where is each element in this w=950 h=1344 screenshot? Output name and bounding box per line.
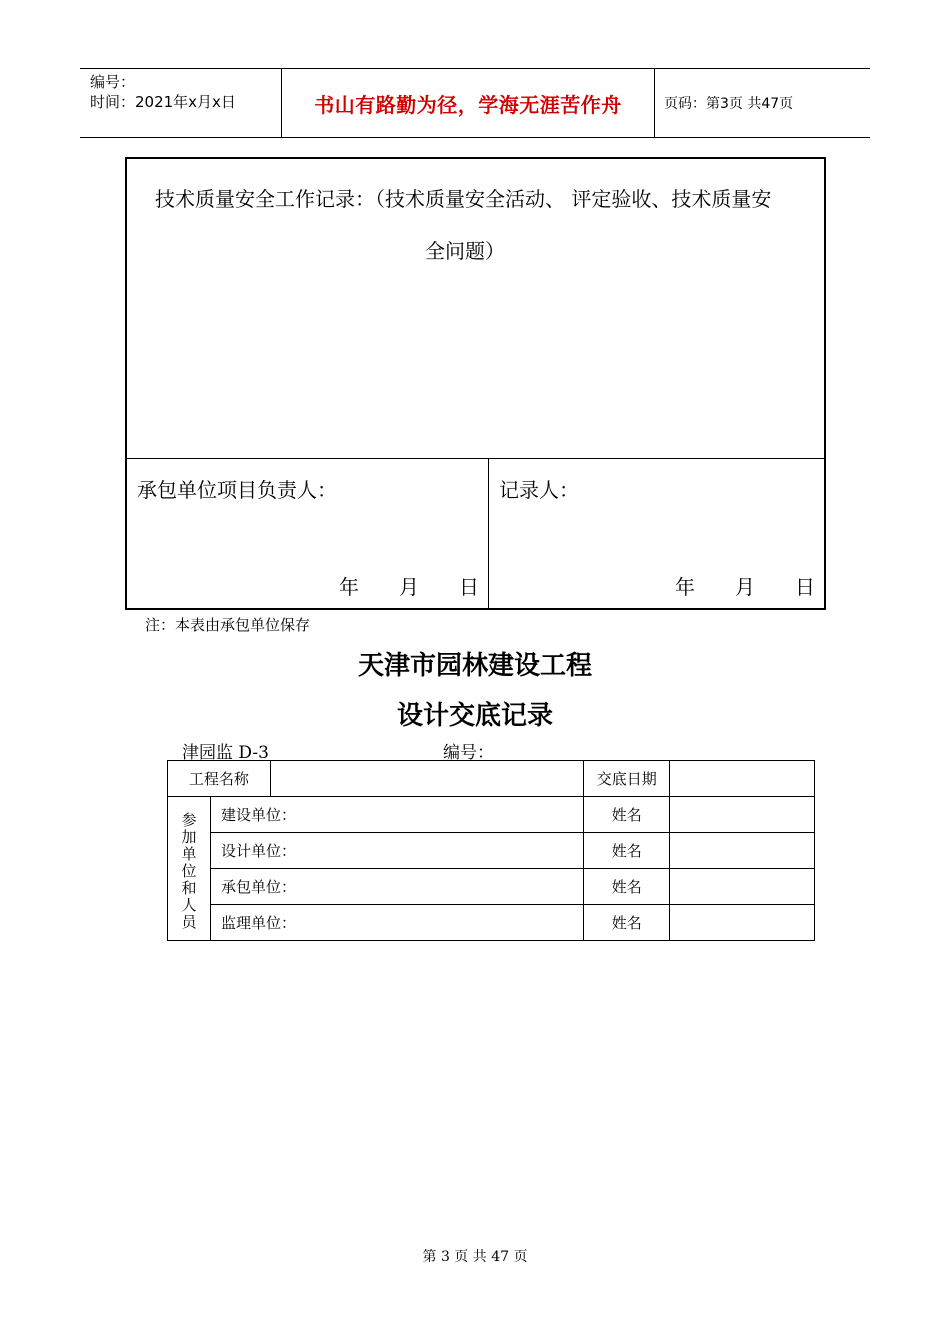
header-meta — [90, 72, 236, 112]
design-disclosure-table — [167, 760, 815, 941]
header-divider — [654, 69, 655, 137]
project-name-value[interactable] — [270, 761, 584, 797]
year-label: 年 — [675, 575, 695, 599]
document-time: 时间：2021年x月x日 — [90, 93, 236, 111]
name-label: 姓名 — [584, 905, 670, 941]
construction-unit-label: 建设单位： — [210, 797, 583, 833]
table-row — [168, 905, 815, 941]
name-value[interactable] — [670, 869, 815, 905]
table-row — [168, 833, 815, 869]
supervision-unit-label: 监理单位： — [210, 905, 583, 941]
disclosure-date-label: 交底日期 — [584, 761, 670, 797]
design-unit-label: 设计单位： — [210, 833, 583, 869]
document-number-label: 编号： — [90, 73, 136, 91]
year-label: 年 — [339, 575, 359, 599]
record-title — [155, 173, 815, 277]
month-label: 月 — [399, 575, 419, 599]
form-code: 津园监 D-3 — [182, 743, 269, 763]
day-label: 日 — [459, 575, 479, 599]
name-label: 姓名 — [584, 869, 670, 905]
name-value[interactable] — [670, 797, 815, 833]
contractor-unit-label: 承包单位： — [210, 869, 583, 905]
name-value[interactable] — [670, 833, 815, 869]
table-row — [168, 761, 815, 797]
page-footer: 第 3 页 共 47 页 — [422, 1249, 528, 1265]
header-page-info: 页码：第3页 共47页 — [664, 96, 794, 112]
disclosure-date-value[interactable] — [670, 761, 815, 797]
contractor-sign-date — [339, 571, 479, 600]
form-title-sub: 设计交底记录 — [396, 701, 553, 731]
record-title-line1: 技术质量安全工作记录：（技术质量安全活动、 评定验收、技术质量安 — [155, 187, 772, 211]
name-label: 姓名 — [584, 797, 670, 833]
month-label: 月 — [735, 575, 755, 599]
signature-divider — [488, 458, 489, 608]
form-number-label: 编号： — [443, 743, 494, 763]
name-label: 姓名 — [584, 833, 670, 869]
recorder-sign-date — [675, 571, 815, 600]
record-note: 注：本表由承包单位保存 — [145, 616, 311, 634]
contractor-manager-label: 承包单位项目负责人： — [137, 478, 337, 502]
record-title-line2: 全问题） — [425, 239, 505, 263]
participants-label: 参 加 单 位 和 人 员 — [168, 797, 211, 941]
page-header — [80, 68, 870, 138]
quality-safety-record-box — [125, 157, 826, 610]
header-motto: 书山有路勤为径，学海无涯苦作舟 — [314, 92, 622, 117]
project-name-label: 工程名称 — [168, 761, 271, 797]
day-label: 日 — [795, 575, 815, 599]
form-title-main: 天津市园林建设工程 — [357, 651, 592, 681]
table-row — [168, 797, 815, 833]
record-divider — [127, 458, 824, 459]
table-row — [168, 869, 815, 905]
recorder-label: 记录人： — [499, 478, 579, 502]
name-value[interactable] — [670, 905, 815, 941]
